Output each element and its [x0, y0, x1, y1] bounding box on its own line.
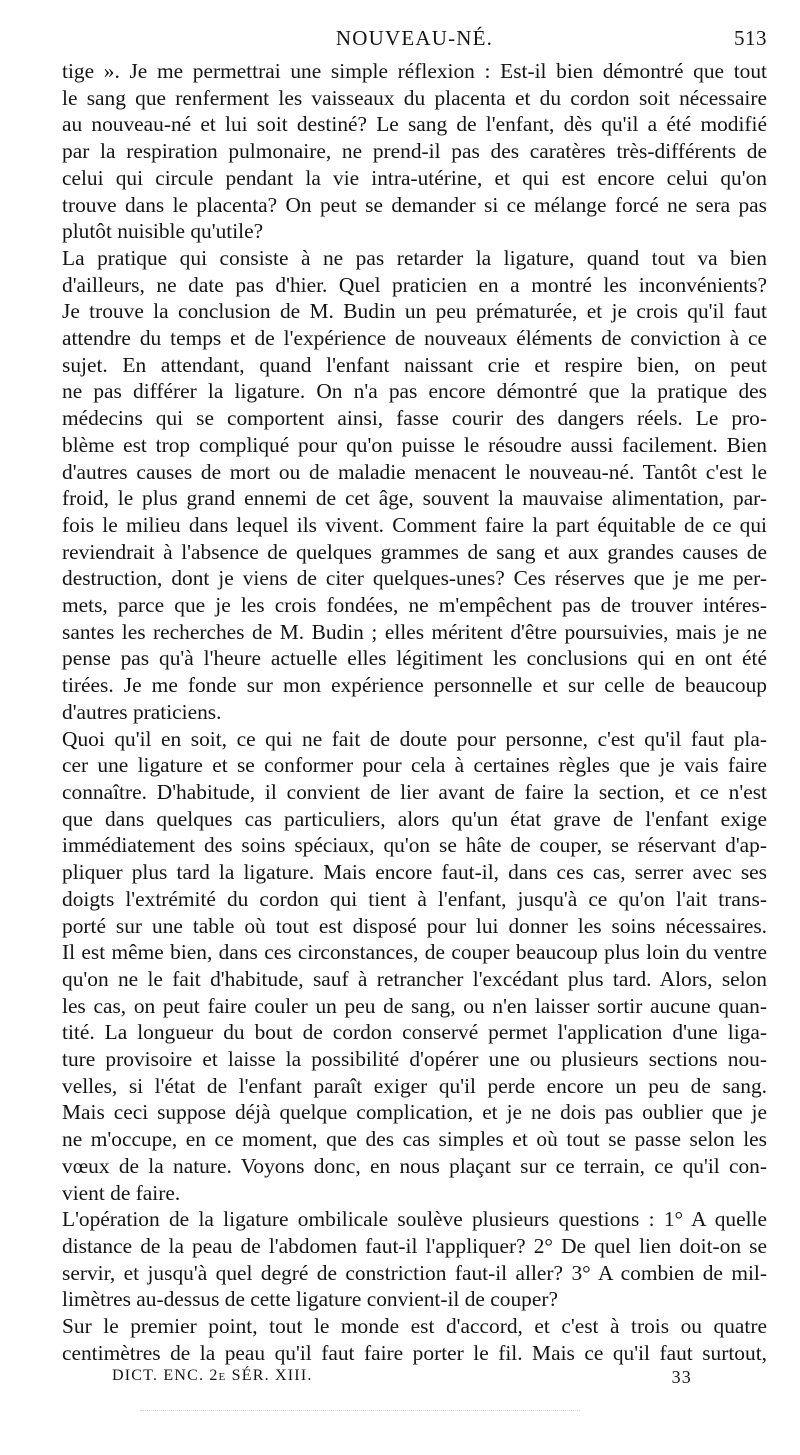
text-line: vient de faire.	[62, 1180, 181, 1205]
bleed-through-marks	[140, 1410, 580, 1415]
text-line: velles, si l'état de l'enfant paraît exiger qu'il perde encore un peu de sang.	[62, 1073, 767, 1098]
text-line: froid, le plus grand ennemi de cet âge, souvent la mauvaise alimentation, par-	[62, 486, 767, 511]
text-line: Mais ceci suppose déjà quelque complication, et je ne dois pas oublier que je	[62, 1100, 767, 1125]
text-line: fois le milieu dans lequel ils vivent. Comment faire la part équitable de ce qui	[62, 512, 767, 537]
text-line: connaître. D'habitude, il convient de lier avant de faire la section, et ce n'est	[62, 779, 767, 804]
paragraph	[62, 1206, 767, 1313]
text-line: Je trouve la conclusion de M. Budin un peu prématurée, et je crois qu'il faut	[62, 299, 767, 324]
text-line: pliquer plus tard la ligature. Mais encore faut-il, dans ces cas, serrer avec ses	[62, 860, 767, 885]
text-line: que dans quelques cas particuliers, alors qu'un état grave de l'enfant exige	[62, 806, 767, 831]
text-line: trouve dans le placenta? On peut se demander si ce mélange forcé ne sera pas	[62, 192, 767, 217]
text-line: destruction, dont je viens de citer quelques-unes? Ces réserves que je me per-	[62, 566, 767, 591]
body-text	[62, 58, 767, 1366]
text-line: tité. La longueur du bout de cordon conservé permet l'application d'une liga-	[62, 1020, 767, 1045]
text-line: celui qui circule pendant la vie intra-utérine, et qui est encore celui qu'on	[62, 165, 767, 190]
text-line: tige ». Je me permettrai une simple réflexion : Est-il bien démontré que tout	[62, 59, 767, 83]
text-line: au nouveau-né et lui soit destiné? Le sang de l'enfant, dès qu'il a été modifié	[62, 112, 767, 137]
text-line: par la respiration pulmonaire, ne prend-il pas des caratères très-différents de	[62, 139, 767, 164]
text-line: attendre du temps et de l'expérience de nouveaux éléments de conviction à ce	[62, 326, 767, 351]
text-line: tirées. Je me fonde sur mon expérience personnelle et sur celle de beaucoup	[62, 673, 767, 698]
text-line: Sur le premier point, tout le monde est d'accord, et c'est à trois ou quatre	[62, 1314, 767, 1339]
text-line: vœux de la nature. Voyons donc, en nous plaçant sur ce terrain, ce qu'il con-	[62, 1153, 767, 1178]
paragraph	[62, 1313, 767, 1366]
text-line: centimètres de la peau qu'il faut faire porter le fil. Mais ce qu'il faut surtout,	[62, 1340, 767, 1365]
text-line: le sang que renferment les vaisseaux du placenta et du cordon soit nécessaire	[62, 85, 767, 110]
text-line: blème est trop compliqué pour qu'on puisse le résoudre aussi facilement. Bien	[62, 432, 767, 457]
text-line: La pratique qui consiste à ne pas retarder la ligature, quand tout va bien	[62, 245, 767, 270]
text-line: mets, parce que je les crois fondées, ne m'empêchent pas de trouver intéres-	[62, 593, 767, 618]
paragraph	[62, 245, 767, 726]
text-line: porté sur une table où tout est disposé pour lui donner les soins nécessaires.	[62, 913, 767, 938]
text-line: sujet. En attendant, quand l'enfant naissant crie et respire bien, on peut	[62, 352, 767, 377]
text-line: distance de la peau de l'abdomen faut-il l'appliquer? 2° De quel lien doit-on se	[62, 1233, 767, 1258]
text-line: qu'on ne le fait d'habitude, sauf à retrancher l'excédant plus tard. Alors, selon	[62, 966, 767, 991]
page-number: 513	[734, 26, 767, 50]
text-line: limètres au-dessus de cette ligature convient-il de couper?	[62, 1287, 558, 1312]
text-line: ture provisoire et laisse la possibilité d'opérer une ou plusieurs sections nou-	[62, 1047, 767, 1072]
text-line: plutôt nuisible qu'utile?	[62, 219, 264, 244]
text-line: Quoi qu'il en soit, ce qui ne fait de doute pour personne, c'est qu'il faut pla-	[62, 726, 767, 751]
text-line: d'ailleurs, ne date pas d'hier. Quel praticien en a montré les inconvénients?	[62, 272, 767, 297]
text-line: servir, et jusqu'à quel degré de constriction faut-il aller? 3° A combien de mil-	[62, 1260, 767, 1285]
text-line: ne pas différer la ligature. On n'a pas encore démontré que la pratique des	[62, 379, 767, 404]
text-line: les cas, on peut faire couler un peu de sang, ou n'en laisser sortir aucune quan-	[62, 993, 767, 1018]
text-line: reviendrait à l'absence de quelques grammes de sang et aux grandes causes de	[62, 539, 767, 564]
page-header	[62, 26, 767, 56]
page-footer	[112, 1367, 692, 1393]
text-line: cer une ligature et se conformer pour cela à certaines règles que je vais faire	[62, 753, 767, 778]
text-line: pense pas qu'à l'heure actuelle elles légitiment les conclusions qui en ont été	[62, 646, 767, 671]
text-line: L'opération de la ligature ombilicale soulève plusieurs questions : 1° A quelle	[62, 1207, 767, 1232]
text-line: santes les recherches de M. Budin ; elles méritent d'être poursuivies, mais je ne	[62, 619, 767, 644]
paragraph	[62, 58, 767, 245]
text-line: Il est même bien, dans ces circonstances, de couper beaucoup plus loin du ventre	[62, 940, 767, 965]
text-line: doigts l'extrémité du cordon qui tient à l'enfant, jusqu'à ce qu'on l'ait trans-	[62, 886, 767, 911]
text-line: médecins qui se comportent ainsi, fasse courir des dangers réels. Le pro-	[62, 406, 767, 431]
printer-signature: DICT. ENC. 2e SÉR. XIII.	[112, 1367, 313, 1384]
paragraph	[62, 726, 767, 1207]
text-line: ne m'occupe, en ce moment, que des cas simples et où tout se passe selon les	[62, 1127, 767, 1152]
text-line: immédiatement des soins spéciaux, qu'on se hâte de couper, se réservant d'ap-	[62, 833, 767, 858]
running-head: NOUVEAU-NÉ.	[335, 26, 494, 50]
text-line: d'autres praticiens.	[62, 699, 222, 724]
signature-number: 33	[671, 1367, 692, 1387]
text-line: d'autres causes de mort ou de maladie menacent le nouveau-né. Tantôt c'est le	[62, 459, 767, 484]
